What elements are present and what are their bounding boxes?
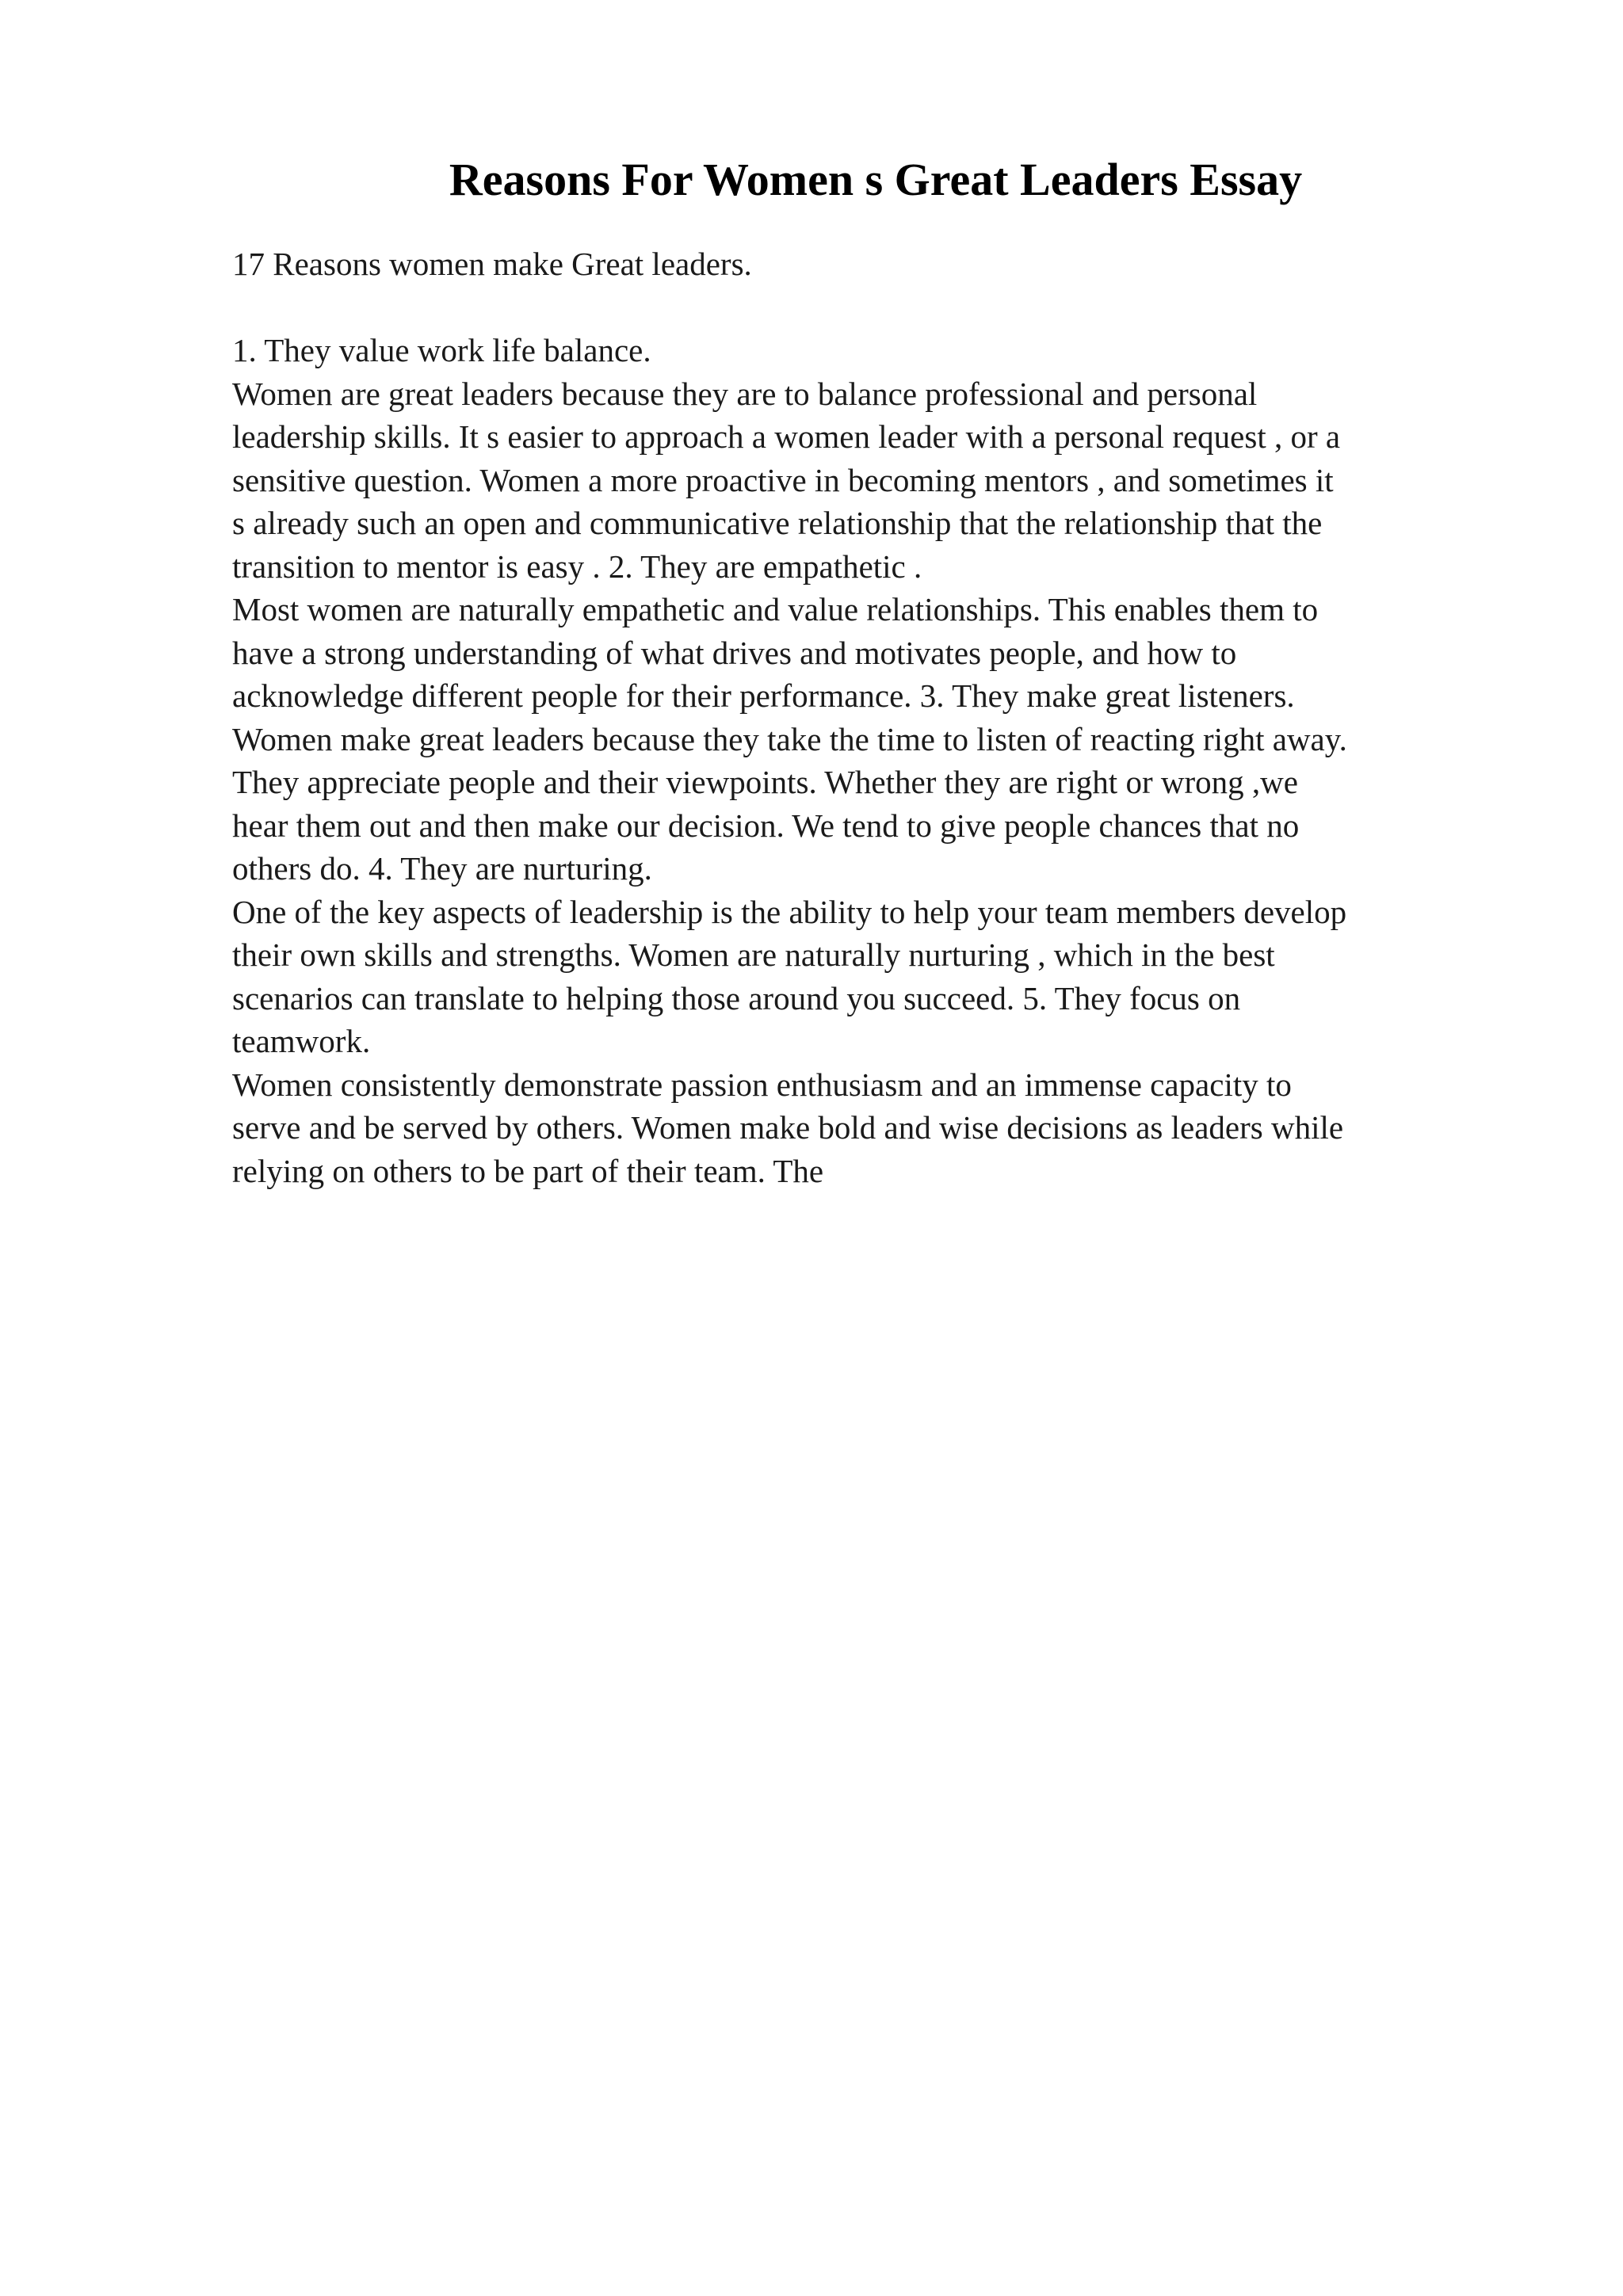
body-line: They appreciate people and their viewpoints. Whether they are right or wrong ,we: [232, 764, 1298, 800]
body-line: leadership skills. It s easier to approach a women leader with a personal request , or a: [232, 418, 1341, 455]
body-line: scenarios can translate to helping those around you succeed. 5. They focus on: [232, 979, 1241, 1016]
body-line: hear them out and then make our decision. We tend to give people chances that no: [232, 807, 1300, 844]
body-line: relying on others to be part of their team. The: [232, 1152, 824, 1189]
body-line: their own skills and strengths. Women are naturally nurturing , which in the best: [232, 936, 1275, 973]
body-line: Women make great leaders because they take the time to listen of reacting right away.: [232, 720, 1347, 757]
body-line: transition to mentor is easy . 2. They are empathetic .: [232, 547, 922, 585]
body-line: have a strong understanding of what drives and motivates people, and how to: [232, 634, 1237, 671]
paragraph-spacer: [232, 286, 1516, 330]
document-body: [232, 242, 1516, 1192]
body-line: Women are great leaders because they are to balance professional and personal: [232, 375, 1258, 412]
document-title: Reasons For Women s Great Leaders Essay: [449, 154, 1303, 205]
body-line: teamwork.: [232, 1023, 371, 1059]
body-line: Most women are naturally empathetic and value relationships. This enables them to: [232, 591, 1319, 627]
intro-line: 17 Reasons women make Great leaders.: [232, 246, 752, 282]
body-line: sensitive question. Women a more proactive in becoming mentors , and sometimes it: [232, 461, 1334, 498]
body-line: Women consistently demonstrate passion enthusiasm and an immense capacity to: [232, 1066, 1292, 1103]
body-line: 1. They value work life balance.: [232, 332, 651, 368]
body-line: One of the key aspects of leadership is the ability to help your team members develop: [232, 893, 1347, 930]
body-line: s already such an open and communicative relationship that the relationship that the: [232, 505, 1323, 541]
body-line: serve and be served by others. Women make bold and wise decisions as leaders while: [232, 1109, 1344, 1146]
body-line: acknowledge different people for their performance. 3. They make great listeners.: [232, 677, 1295, 714]
body-line: others do. 4. They are nurturing.: [232, 850, 652, 887]
